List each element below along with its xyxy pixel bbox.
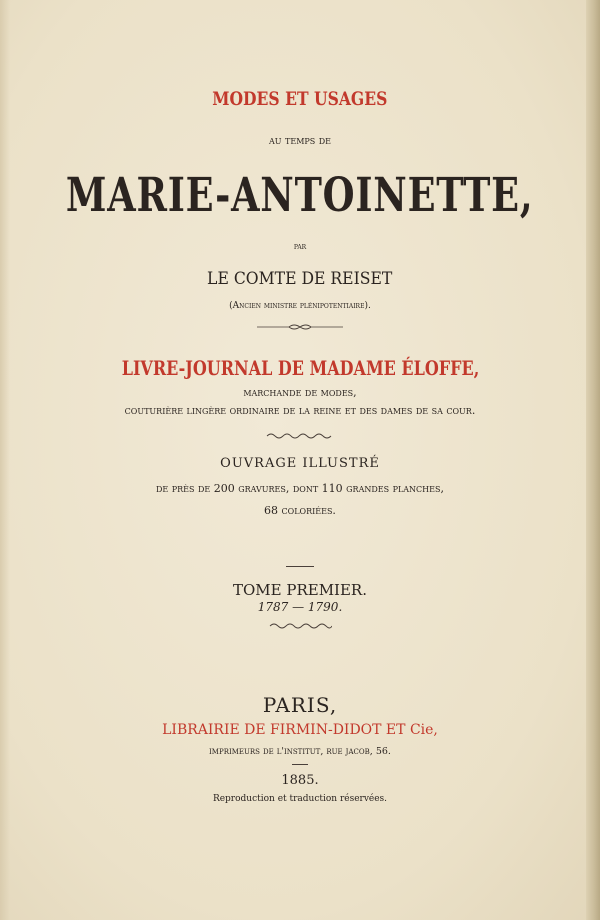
- illustrated-heading: OUVRAGE ILLUSTRÉ: [220, 456, 380, 471]
- tome-label: TOME PREMIER.: [232, 581, 367, 599]
- header-subline: au temps de: [269, 134, 331, 147]
- subtitle: LIVRE-JOURNAL DE MADAME ÉLOFFE,: [121, 356, 479, 380]
- header-line: MODES ET USAGES: [212, 88, 388, 110]
- ornament-divider: [0, 431, 600, 441]
- ornament-divider: [0, 621, 600, 631]
- short-rule: [0, 764, 600, 766]
- ornament-divider: [0, 322, 600, 332]
- par-line: par: [293, 242, 307, 252]
- rights-note: Reproduction et traduction réservées.: [212, 794, 388, 804]
- tome-years: 1787 — 1790.: [257, 600, 343, 614]
- subtitle-line-1: marchande de modes,: [243, 386, 357, 399]
- publication-year: 1885.: [281, 773, 319, 788]
- main-title: MARIE-ANTOINETTE,: [66, 168, 534, 223]
- author-name: LE COMTE DE REISET: [207, 269, 393, 289]
- author-note: (Ancien ministre plénipotentiaire).: [229, 301, 371, 311]
- illustrated-line-2: 68 coloriées.: [264, 504, 336, 517]
- short-rule: [0, 566, 600, 568]
- city: PARIS,: [262, 693, 338, 717]
- subtitle-line-2: couturière lingère ordinaire de la reine et des dames de sa cour.: [124, 404, 476, 417]
- illustrated-line-1: de près de 200 gravures, dont 110 grandes planches,: [156, 482, 444, 495]
- publisher: LIBRAIRIE DE FIRMIN-DIDOT ET Cie,: [162, 722, 438, 738]
- printers: imprimeurs de l'institut, rue jacob, 56.: [209, 746, 391, 757]
